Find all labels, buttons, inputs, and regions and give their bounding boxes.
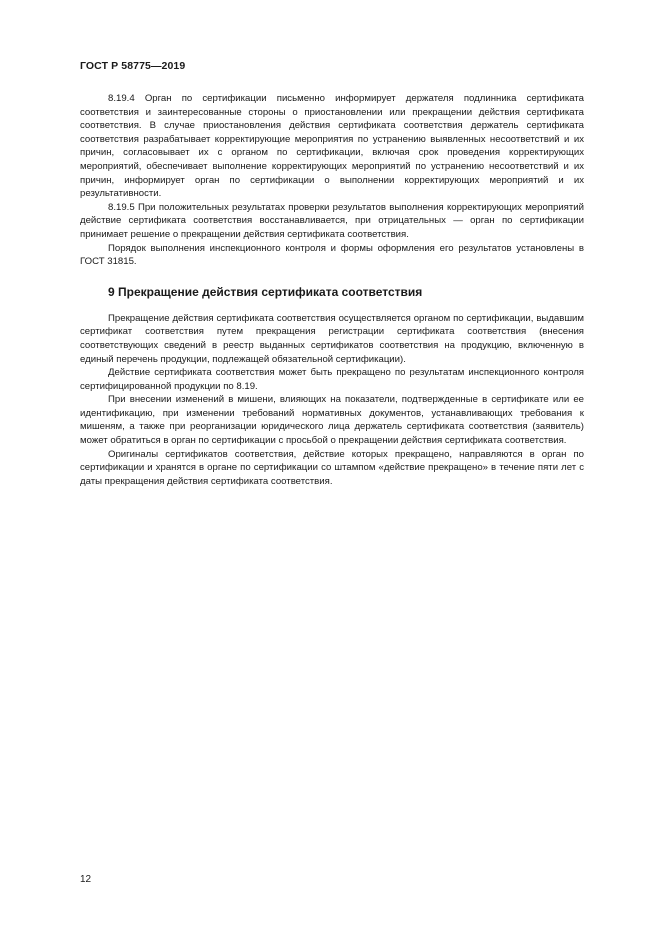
section-9-title: 9 Прекращение действия сертификата соответствия [108, 284, 423, 299]
standard-id: ГОСТ Р 58775—2019 [80, 60, 186, 72]
paragraph-termination-procedure: Прекращение действия сертификата соответствия осуществляется органом по сертификации, выдавшим сертификат соответствия путем прекращения регистрации сертификата соответствия (внесения соответствующих сведений в реестр выданных сертификатов соответствия на продукцию, включенную в единый перечень продукции, подлежащей обязательной сертификации). [80, 312, 584, 365]
paragraph-termination-by-inspection: Действие сертификата соответствия может быть прекращено по результатам инспекционного контроля сертифицированной продукции по 8.19. [80, 367, 584, 392]
paragraph-8-19-4: 8.19.4 Орган по сертификации письменно информирует держателя подлинника сертификата соответствия и заинтересованные стороны о приостановлении или прекращении действия сертификата соответствия. В случае приостановления действия сертификата соответствия держатель сертификата соответствия разрабатывает корректирующие мероприятия по устранению выявленных несоответствий и их причин, согласовывает их с органом по сертификации, включая срок проведения корректирующих мероприятий, обеспечивает выполнение корректирующих мероприятий по устранению несоответствий и их причин, информирует орган по сертификации о выполнении корректирующих мероприятий и их результативности. [80, 93, 584, 200]
paragraph-8-19-5: 8.19.5 При положительных результатах проверки результатов выполнения корректирующих мероприятий действие сертификата соответствия восстанавливается, при отрицательных — орган по сертификации принимает решение о прекращении действия сертификата соответствия. [80, 201, 584, 240]
paragraph-termination-on-request: При внесении изменений в мишени, влияющих на показатели, подтвержденные в сертификате или ее идентификацию, при изменении требований нормативных документов, устанавливающих требования к мишеням, а также при реорганизации юридического лица держатель сертификата соответствия (заявитель) может обратиться в орган по сертификации с просьбой о прекращении действия сертификата соответствия. [80, 394, 584, 447]
paragraph-inspection-procedure: Порядок выполнения инспекционного контроля и формы оформления его результатов установлены в ГОСТ 31815. [80, 242, 584, 268]
page-number: 12 [80, 874, 92, 885]
document-body [80, 92, 584, 488]
paragraph-certificate-storage: Оригиналы сертификатов соответствия, действие которых прекращено, направляются в орган по сертификации и хранятся в органе по сертификации со штампом «действие прекращено» в течение пяти лет с даты прекращения действия сертификата соответствия. [80, 448, 584, 487]
